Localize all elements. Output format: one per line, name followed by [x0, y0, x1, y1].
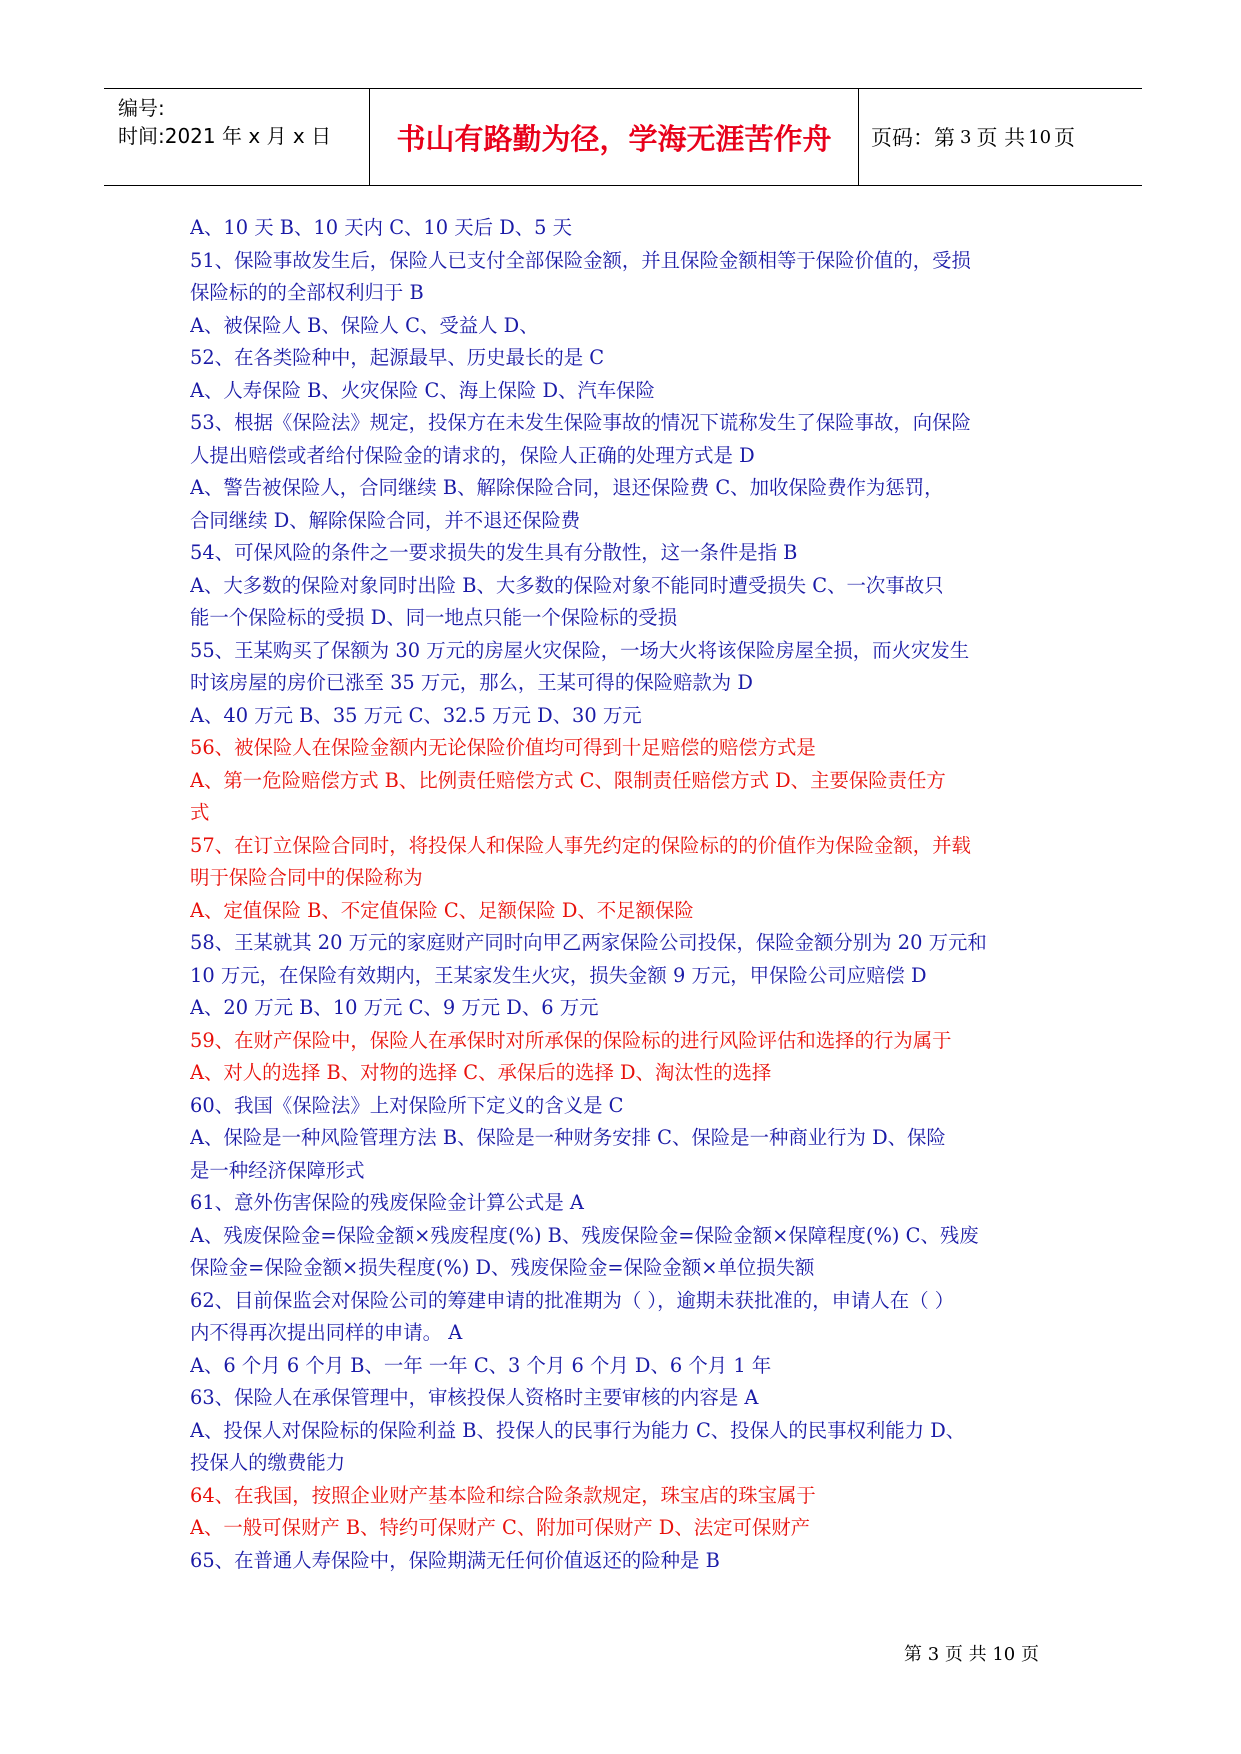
- text-line: A、第一危险赔偿方式 B、比例责任赔偿方式 C、限制责任赔偿方式 D、主要保险责任方: [190, 768, 946, 792]
- text-line: 59、在财产保险中，保险人在承保时对所承保的保险标的进行风险评估和选择的行为属于: [190, 1028, 952, 1052]
- text-line: 保险金=保险金额×损失程度(%) D、残废保险金=保险金额×单位损失额: [190, 1256, 815, 1279]
- text-line: 时该房屋的房价已涨至 35 万元，那么，王某可得的保险赔款为 D: [190, 671, 753, 694]
- text-line: 55、王某购买了保额为 30 万元的房屋火灾保险，一场大火将该保险房屋全损，而火灾发生: [190, 638, 970, 662]
- document-number-label: 编号:: [118, 96, 165, 120]
- header-page-indicator: [859, 89, 1142, 185]
- text-line: 明于保险合同中的保险称为: [190, 866, 423, 889]
- text-line: A、对人的选择 B、对物的选择 C、承保后的选择 D、淘汰性的选择: [190, 1061, 772, 1084]
- header-meta-cell: [104, 89, 370, 185]
- question-list: [190, 212, 1070, 1577]
- text-line: A、投保人对保险标的保险利益 B、投保人的民事行为能力 C、投保人的民事权利能力 D、: [190, 1418, 966, 1442]
- text-line: 合同继续 D、解除保险合同，并不退还保险费: [190, 508, 581, 532]
- text-line: A、40 万元 B、35 万元 C、32.5 万元 D、30 万元: [190, 703, 642, 727]
- text-line: A、人寿保险 B、火灾保险 C、海上保险 D、汽车保险: [190, 378, 655, 402]
- page-header: [104, 88, 1142, 186]
- text-line: 投保人的缴费能力: [190, 1451, 346, 1474]
- text-line: 61、意外伤害保险的残废保险金计算公式是 A: [190, 1191, 584, 1214]
- text-line: 能一个保险标的受损 D、同一地点只能一个保险标的受损: [190, 606, 678, 629]
- page-current: 3: [960, 126, 972, 148]
- text-line: A、定值保险 B、不定值保险 C、足额保险 D、不足额保险: [190, 898, 694, 922]
- text-line: A、一般可保财产 B、特约可保财产 C、附加可保财产 D、法定可保财产: [190, 1516, 811, 1539]
- page-total: 10: [1028, 126, 1052, 148]
- text-line: 式: [190, 801, 210, 824]
- text-line: 保险标的的全部权利归于 B: [190, 281, 424, 304]
- text-line: A、残废保险金=保险金额×残废程度(%) B、残废保险金=保险金额×保障程度(%) C、残废: [190, 1223, 979, 1247]
- text-line: 58、王某就其 20 万元的家庭财产同时向甲乙两家保险公司投保，保险金额分别为 20 万元和: [190, 931, 987, 954]
- page-mid: 页 共: [976, 126, 1026, 150]
- text-line: A、保险是一种风险管理方法 B、保险是一种财务安排 C、保险是一种商业行为 D、保险: [190, 1126, 946, 1149]
- text-line: 是一种经济保障形式: [190, 1158, 365, 1182]
- page-footer: 第 3 页 共 10 页: [904, 1644, 1039, 1665]
- text-line: 62、目前保监会对保险公司的筹建申请的批准期为（ ），逾期未获批准的，申请人在（ ）: [190, 1288, 955, 1312]
- text-line: A、警告被保险人，合同继续 B、解除保险合同，退还保险费 C、加收保险费作为惩罚，: [190, 476, 944, 499]
- text-line: 56、被保险人在保险金额内无论保险价值均可得到十足赔偿的赔偿方式是: [190, 736, 816, 759]
- header-motto: 书山有路勤为径，学海无涯苦作舟: [370, 89, 859, 185]
- document-time-label: 时间:2021 年 x 月 x 日: [118, 124, 332, 148]
- text-line: 57、在订立保险合同时，将投保人和保险人事先约定的保险标的的价值作为保险金额，并载: [190, 833, 971, 857]
- text-line: 人提出赔偿或者给付保险金的请求的，保险人正确的处理方式是 D: [190, 443, 755, 467]
- text-line: A、被保险人 B、保险人 C、受益人 D、: [190, 313, 539, 337]
- text-line: A、大多数的保险对象同时出险 B、大多数的保险对象不能同时遭受损失 C、一次事故只: [190, 573, 944, 597]
- text-line: A、20 万元 B、10 万元 C、9 万元 D、6 万元: [190, 996, 599, 1019]
- text-line: 53、根据《保险法》规定，投保方在未发生保险事故的情况下谎称发生了保险事故，向保险: [190, 411, 971, 434]
- text-line: 65、在普通人寿保险中，保险期满无任何价值返还的险种是 B: [190, 1548, 720, 1572]
- text-line: A、10 天 B、10 天内 C、10 天后 D、5 天: [190, 216, 573, 239]
- text-line: 内不得再次提出同样的申请。 A: [190, 1321, 463, 1344]
- text-line: 60、我国《保险法》上对保险所下定义的含义是 C: [190, 1093, 624, 1117]
- page-suffix: 页: [1054, 126, 1076, 150]
- text-line: 52、在各类险种中，起源最早、历史最长的是 C: [190, 346, 605, 369]
- text-line: 64、在我国，按照企业财产基本险和综合险条款规定，珠宝店的珠宝属于: [190, 1483, 816, 1507]
- text-line: A、6 个月 6 个月 B、一年 一年 C、3 个月 6 个月 D、6 个月 1 年: [190, 1353, 772, 1377]
- text-line: 54、可保风险的条件之一要求损失的发生具有分散性，这一条件是指 B: [190, 541, 798, 564]
- text-line: 10 万元，在保险有效期内，王某家发生火灾，损失金额 9 万元，甲保险公司应赔偿 D: [190, 963, 927, 987]
- text-line: 51、保险事故发生后，保险人已支付全部保险金额，并且保险金额相等于保险价值的，受损: [190, 248, 971, 272]
- page-prefix: 页码：第: [871, 126, 955, 150]
- text-line: 63、保险人在承保管理中，审核投保人资格时主要审核的内容是 A: [190, 1386, 759, 1409]
